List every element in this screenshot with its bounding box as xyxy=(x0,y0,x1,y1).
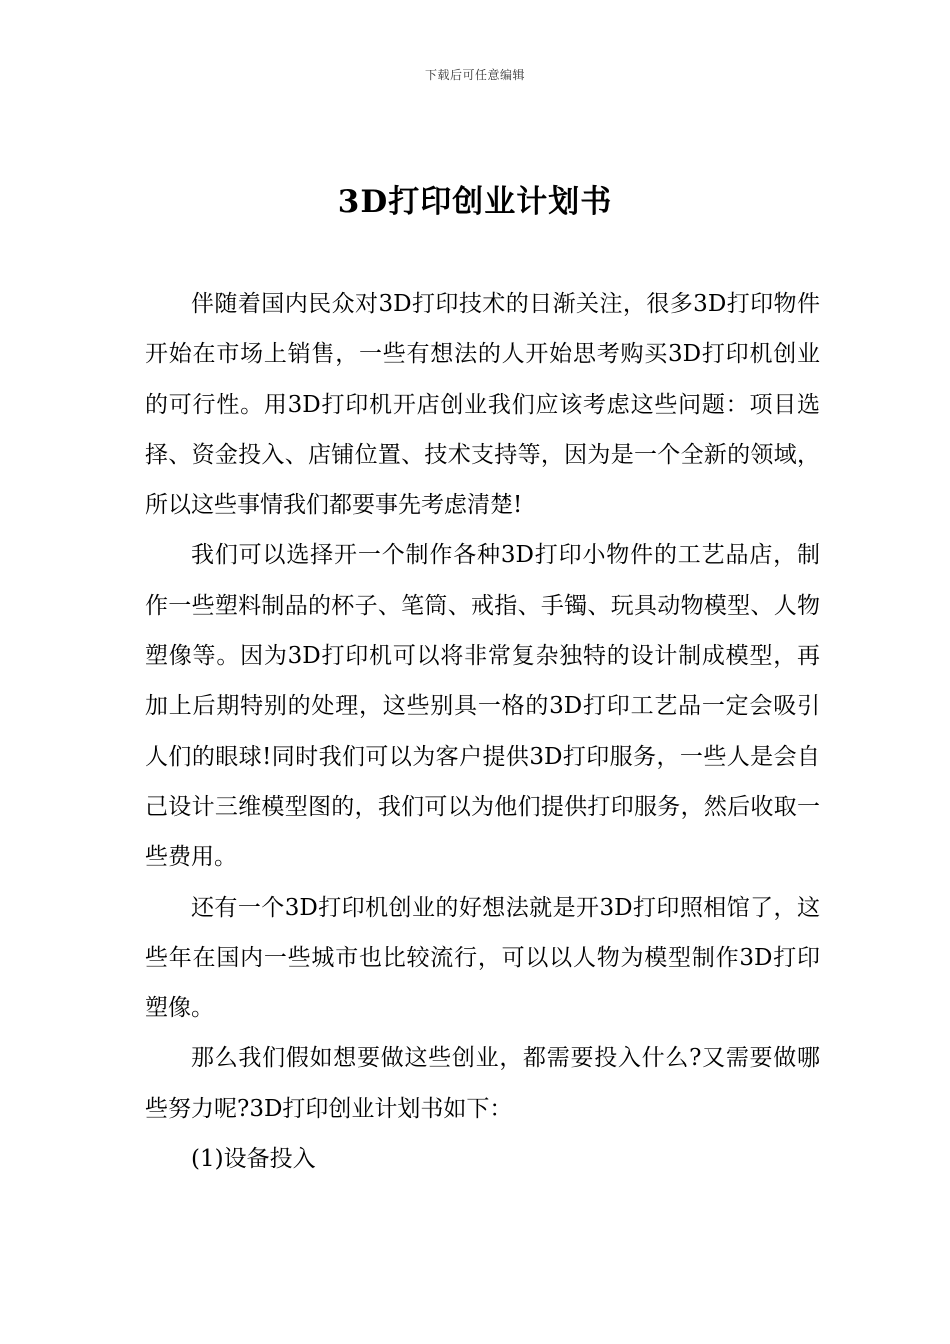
paragraph-intro: 伴随着国内民众对3D打印技术的日渐关注，很多3D打印物件开始在市场上销售，一些有想法的人开始思考购买3D打印机创业的可行性。用3D打印机开店创业我们应该考虑这些问题：项目选择、资金投入、店铺位置、技术支持等，因为是一个全新的领域，所以这些事情我们都要事先考虑清楚! xyxy=(145,291,820,519)
document-body xyxy=(145,279,820,1184)
paragraph-plan-question: 那么我们假如想要做这些创业，都需要投入什么?又需要做哪些努力呢?3D打印创业计划书如下： xyxy=(145,1045,820,1122)
paragraph-photo-studio: 还有一个3D打印机创业的好想法就是开3D打印照相馆了，这些年在国内一些城市也比较流行，可以以人物为模型制作3D打印塑像。 xyxy=(145,894,820,1022)
paragraph-crafts-shop: 我们可以选择开一个制作各种3D打印小物件的工艺品店，制作一些塑料制品的杯子、笔筒、戒指、手镯、玩具动物模型、人物塑像等。因为3D打印机可以将非常复杂独特的设计制成模型，再加上后期特别的处理，这些别具一格的3D打印工艺品一定会吸引人们的眼球!同时我们可以为客户提供3D打印服务，一些人是会自己设计三维模型图的，我们可以为他们提供打印服务，然后收取一些费用。 xyxy=(145,542,820,871)
section-heading-equipment: (1)设备投入 xyxy=(191,1146,316,1173)
header-note: 下载后可任意编辑 xyxy=(424,68,525,82)
document-title: 3D打印创业计划书 xyxy=(337,184,613,220)
